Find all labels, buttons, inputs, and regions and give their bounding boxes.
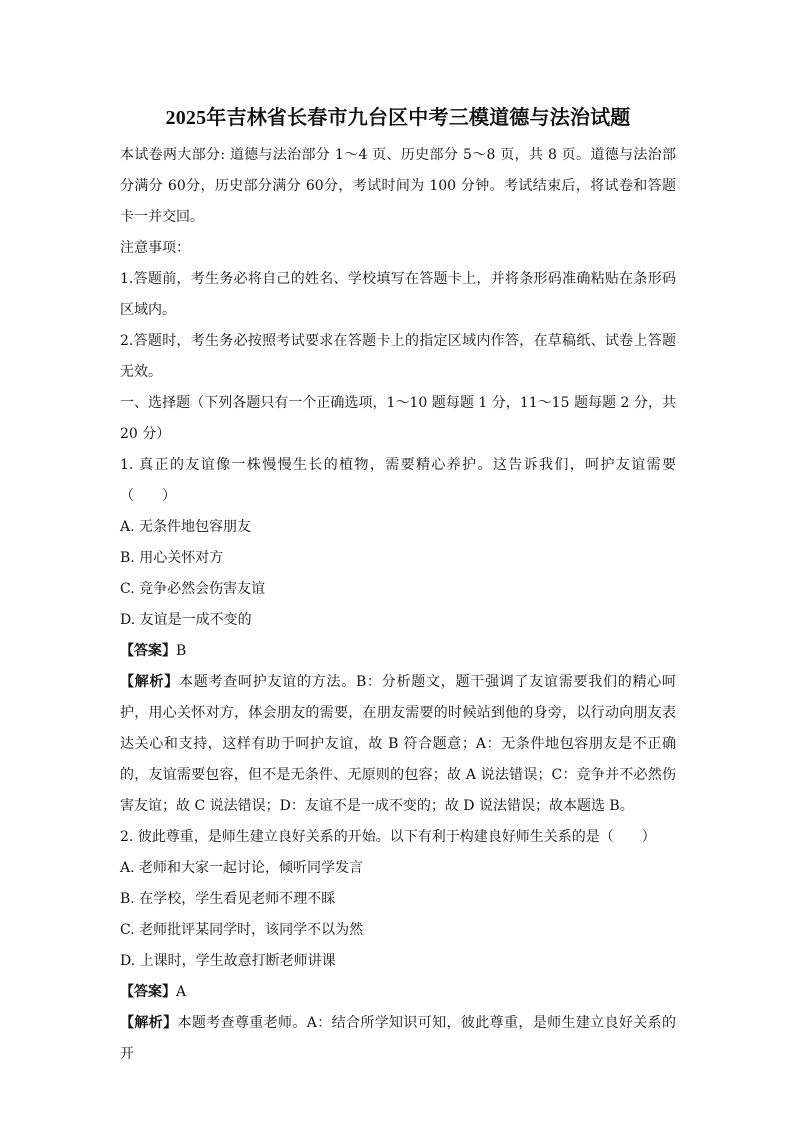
question-2-analysis [120, 1008, 676, 1070]
analysis-label: 【解析】 [120, 1015, 178, 1031]
question-1-option-d: D. 友谊是一成不变的 [120, 612, 252, 628]
answer-value: A [176, 984, 187, 1000]
answer-label: 【答案】 [120, 643, 176, 659]
question-1-option-c: C. 竞争必然会伤害友谊 [120, 581, 266, 597]
question-1-answer [120, 636, 676, 667]
analysis-label: 【解析】 [120, 674, 179, 690]
page-content [120, 104, 676, 1070]
note-item-1: 1.答题前，考生务必将自己的姓名、学校填写在答题卡上，并将条形码准确粘贴在条形码区域内。 [120, 271, 676, 318]
note-item-2: 2.答题时，考生务必按照考试要求在答题卡上的指定区域内作答，在草稿纸、试卷上答题无效。 [120, 333, 676, 380]
question-2-option-c: C. 老师批评某同学时，该同学不以为然 [120, 922, 364, 938]
section-heading: 一、选择题（下列各题只有一个正确选项，1～10 题每题 1 分，11～15 题每题 2 分，共 20 分） [120, 395, 676, 442]
exam-intro: 本试卷两大部分: 道德与法治部分 1～4 页、历史部分 5～8 页，共 8 页。道德与法治部分满分 60分，历史部分满分 60分，考试时间为 100 分钟。考试结束后，将试卷和答题卡一并交回。 [120, 147, 676, 225]
notes-heading: 注意事项： [120, 240, 190, 256]
question-2-option-b: B. 在学校，学生看见老师不理不睬 [120, 891, 336, 907]
answer-value: B [176, 643, 187, 659]
analysis-text: 本题考查尊重老师。A：结合所学知识可知，彼此尊重，是师生建立良好关系的开 [120, 1015, 677, 1062]
analysis-text: 本题考查呵护友谊的方法。B：分析题文，题干强调了友谊需要我们的精心呵护，用心关怀对方，体会朋友的需要，在朋友需要的时候站到他的身旁，以行动向朋友表达关心和支持，这样有助于呵护友谊，故 B 符合题意；A：无条件地包容朋友是不正确的，友谊需要包容，但不是无条件、无原则的包容；故 A 说法错误；C：竞争并不必然伤害友谊；故 C 说法错误；D：友谊不是一成不变的；故 D 说法错误；故本题选 B。 [120, 674, 676, 814]
answer-label: 【答案】 [120, 984, 176, 1000]
question-2-answer [120, 977, 676, 1008]
question-2-option-d: D. 上课时，学生故意打断老师讲课 [120, 953, 336, 969]
page-title: 2025年吉林省长春市九台区中考三模道德与法治试题 [165, 107, 631, 129]
question-1-option-b: B. 用心关怀对方 [120, 550, 224, 566]
question-2-option-a: A. 老师和大家一起讨论，倾听同学发言 [120, 860, 364, 876]
question-1-option-a: A. 无条件地包容朋友 [120, 519, 252, 535]
question-2-stem: 2. 彼此尊重，是师生建立良好关系的开始。以下有利于构建良好师生关系的是（ ） [120, 829, 656, 845]
question-1-stem: 1. 真正的友谊像一株慢慢生长的植物，需要精心养护。这告诉我们，呵护友谊需要（ ） [120, 457, 676, 504]
question-1-analysis [120, 667, 676, 822]
